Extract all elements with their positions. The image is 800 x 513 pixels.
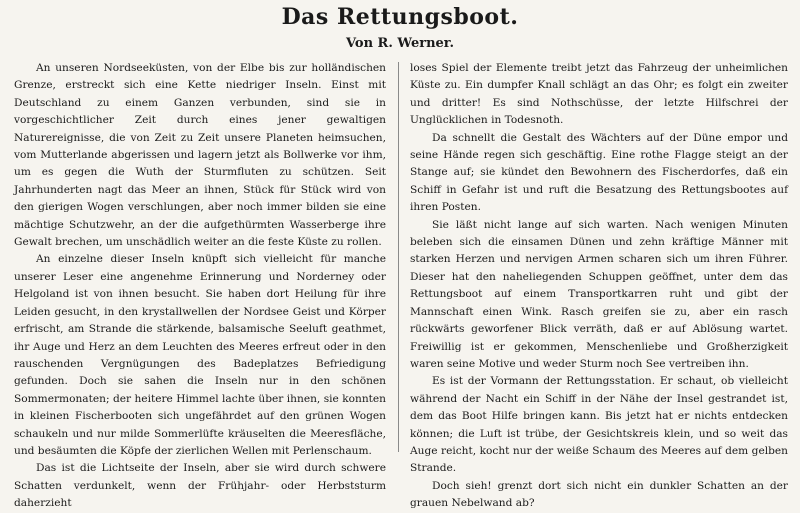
paragraph-continuation: loses Spiel der Elemente treibt jetzt das Fahrzeug der unheimlichen Küste zu. Ein dumpfer Knall schlägt an das Ohr; es folgt ein zweiter und dritter! Es sind Nothschüsse, der letzte Hilfschrei der Unglücklichen in Todesnoth. <box>410 62 788 127</box>
paragraph: Doch sieh! grenzt dort sich nicht ein dunkler Schatten an der grauen Nebelwand ab? <box>410 479 788 510</box>
paragraph: Es ist der Vormann der Rettungsstation. Er schaut, ob vielleicht während der Nacht ein Schiff in der Nähe der Insel gestrandet ist, dem das Boot Hilfe bringen kann. Bis jetzt hat er nichts entdecken können; die Luft ist trübe, der Gesichtskreis klein, und so weit das Auge reicht, kocht nur der weiße Schaum des Meeres auf dem gelben Strande. <box>410 375 788 475</box>
paragraph: Sie läßt nicht lange auf sich warten. Nach wenigen Minuten beleben sich die einsamen Dünen und zehn kräftige Männer mit starken Herzen und nervigen Armen scharen sich um ihren Führer. Dieser hat den naheliegenden Schuppen geöffnet, unter dem das Rettungsboot auf einem Transportkarren ruht und gibt der Mannschaft einen Wink. Rasch greifen sie zu, aber ein rasch rückwärts geworfener Blick verräth, daß er auf Ablösung wartet. Freiwillig ist er gekommen, Menschenliebe und Großherzigkeit waren seine Motive und weder Sturm noch See vertreiben ihn. <box>410 218 788 370</box>
paragraph: Da schnellt die Gestalt des Wächters auf der Düne empor und seine Hände regen sich geschäftig. Eine rothe Flagge steigt an der Stange auf; sie kündet den Bewohnern des Fischerdorfes, daß ein Schiff in Gefahr ist und ruft die Besatzung des Rettungsbootes auf ihren Posten. <box>410 131 788 214</box>
paragraph: Das ist die Lichtseite der Inseln, aber sie wird durch schwere Schatten verdunkelt, wenn der Frühjahr- oder Herbststurm daherzieht <box>14 462 386 510</box>
article-title: Das Rettungsboot. <box>281 4 519 30</box>
column-divider <box>398 62 399 452</box>
paragraph: An unseren Nordseeküsten, von der Elbe bis zur holländischen Grenze, erstreckt sich eine Kette niedriger Inseln. Einst mit Deutschland zu einem Ganzen verbunden, sind sie in vorgeschichtlicher Zeit durch eines jener gewaltigen Naturereignisse, die von Zeit zu Zeit unsere Planeten heimsuchen, vom Mutterlande abgerissen und lagern jetzt als Bollwerke vor ihm, um es gegen die Wuth der Sturmfluten zu schützen. Seit Jahrhunderten nagt das Meer an ihnen, Stück für Stück wird von den gierigen Wogen verschlungen, aber noch immer bilden sie eine mächtige Schutzwehr, an der die aufgethürmten Wasserberge ihre Gewalt brechen, um unschädlich weiter an die feste Küste zu rollen. <box>14 62 386 249</box>
paragraph: An einzelne dieser Inseln knüpft sich vielleicht für manche unserer Leser eine angenehme Erinnerung und Norderney oder Helgoland ist von ihnen besucht. Sie haben dort Heilung für ihre Leiden gesucht, in den krystallwellen der Nordsee Geist und Körper erfrischt, am Strande die stärkende, balsamische Seeluft geathmet, ihr Auge und Herz an dem Leuchten des Meeres erfreut oder in den rauschenden Vergnügungen des Badeplatzes Befriedigung gefunden. Doch sie sahen die Inseln nur in den schönen Sommermonaten; der heitere Himmel lachte über ihnen, sie konnten in kleinen Fischerbooten sich ungefährdet auf den grünen Wogen schaukeln und nur milde Sommerlüfte kräuselten die Meeresfläche, und besäumten die Köpfe der zierlichen Wellen mit Perlenschaum. <box>14 253 386 457</box>
right-column <box>410 60 788 513</box>
left-column <box>14 60 386 513</box>
article-byline: Von R. Werner. <box>346 36 454 51</box>
